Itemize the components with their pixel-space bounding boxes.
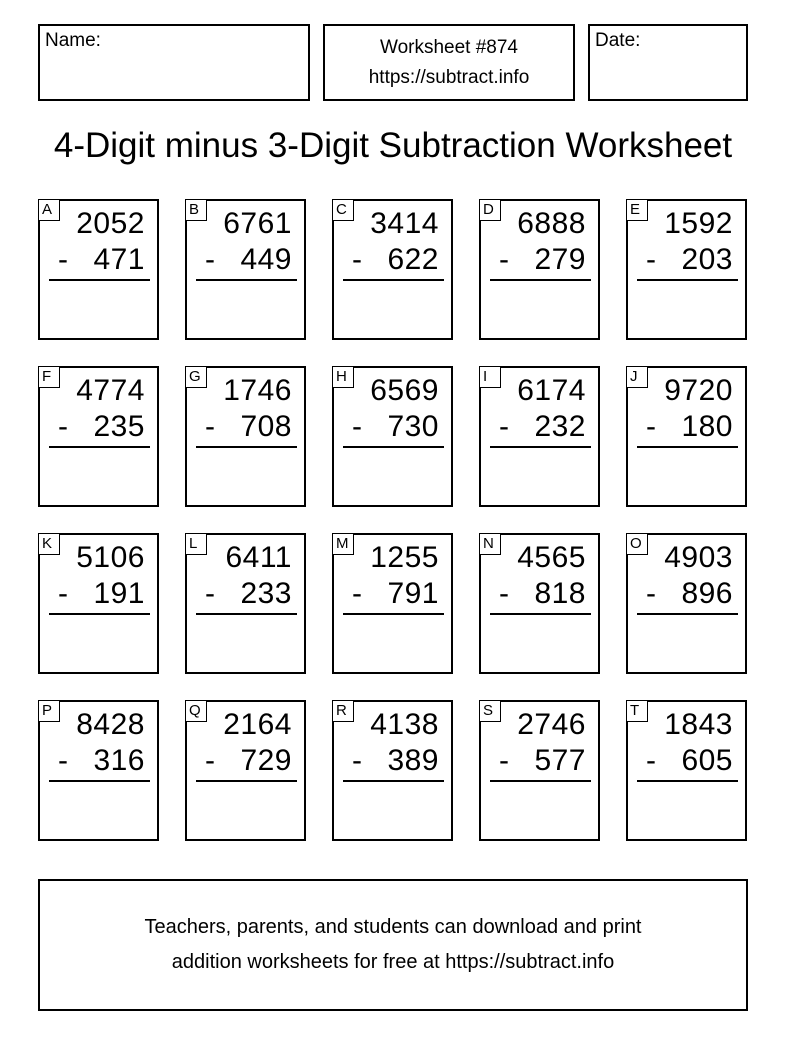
subtrahend: 316: [93, 744, 145, 777]
subtrahend: 233: [240, 577, 292, 610]
problem-letter: E: [626, 199, 648, 221]
answer-line: [196, 613, 297, 615]
subtrahend: 605: [681, 744, 733, 777]
answer-line: [49, 613, 150, 615]
minuend: 6174: [517, 374, 586, 407]
minus-sign: -: [352, 243, 362, 276]
problem-letter: O: [626, 533, 648, 555]
subtrahend: 730: [387, 410, 439, 443]
minus-sign: -: [205, 577, 215, 610]
footer-text-line1: Teachers, parents, and students can download and print: [144, 916, 642, 938]
subtrahend: 203: [681, 243, 733, 276]
answer-line: [637, 780, 738, 782]
worksheet-info-box: [323, 24, 575, 101]
minus-sign: -: [58, 744, 68, 777]
subtrahend: 729: [240, 744, 292, 777]
problem-letter: I: [479, 366, 501, 388]
minus-sign: -: [205, 410, 215, 443]
worksheet-title: 4-Digit minus 3-Digit Subtraction Worksheet: [53, 126, 733, 165]
subtrahend: 235: [93, 410, 145, 443]
problem-cell: [626, 199, 747, 340]
subtrahend: 896: [681, 577, 733, 610]
minus-sign: -: [646, 744, 656, 777]
answer-line: [49, 446, 150, 448]
worksheet-url: https://subtract.info: [368, 67, 530, 88]
problem-letter: D: [479, 199, 501, 221]
problem-letter: F: [38, 366, 60, 388]
problem-cell: [626, 700, 747, 841]
problem-letter: P: [38, 700, 60, 722]
subtrahend: 818: [534, 577, 586, 610]
minuend: 6411: [225, 541, 292, 574]
problem-cell: [332, 366, 453, 507]
minuend: 2164: [223, 708, 292, 741]
subtrahend: 191: [93, 577, 145, 610]
problem-cell: [185, 366, 306, 507]
minuend: 4903: [664, 541, 733, 574]
problem-cell: [626, 366, 747, 507]
minuend: 4138: [370, 708, 439, 741]
problem-cell: [479, 533, 600, 674]
problem-letter: A: [38, 199, 60, 221]
subtrahend: 791: [387, 577, 439, 610]
name-field-box: [38, 24, 310, 101]
problem-cell: [332, 533, 453, 674]
answer-line: [343, 613, 444, 615]
problem-letter: K: [38, 533, 60, 555]
minus-sign: -: [646, 410, 656, 443]
answer-line: [490, 613, 591, 615]
worksheet-number: Worksheet #874: [379, 37, 518, 58]
problem-letter: B: [185, 199, 207, 221]
minus-sign: -: [646, 243, 656, 276]
subtrahend: 232: [534, 410, 586, 443]
problem-cell: [626, 533, 747, 674]
answer-line: [196, 279, 297, 281]
minus-sign: -: [499, 410, 509, 443]
minuend: 4565: [517, 541, 586, 574]
answer-line: [343, 780, 444, 782]
minuend: 1592: [664, 207, 733, 240]
minuend: 2746: [517, 708, 586, 741]
footer-text-line2: addition worksheets for free at https://subtract.info: [171, 951, 615, 973]
subtrahend: 622: [387, 243, 439, 276]
minuend: 5106: [76, 541, 145, 574]
answer-line: [490, 279, 591, 281]
minus-sign: -: [352, 410, 362, 443]
minuend: 2052: [76, 207, 145, 240]
minuend: 6569: [370, 374, 439, 407]
date-label: Date:: [595, 30, 641, 51]
name-label: Name:: [45, 30, 101, 51]
minuend: 9720: [664, 374, 733, 407]
problem-cell: [479, 199, 600, 340]
minus-sign: -: [499, 744, 509, 777]
problem-cell: [38, 199, 159, 340]
problem-letter: M: [332, 533, 354, 555]
problem-cell: [332, 700, 453, 841]
answer-line: [490, 780, 591, 782]
minuend: 1255: [370, 541, 439, 574]
minus-sign: -: [352, 744, 362, 777]
minus-sign: -: [58, 243, 68, 276]
minus-sign: -: [499, 243, 509, 276]
subtrahend: 708: [240, 410, 292, 443]
problem-cell: [332, 199, 453, 340]
answer-line: [637, 446, 738, 448]
minus-sign: -: [646, 577, 656, 610]
date-field-box: [588, 24, 748, 101]
minus-sign: -: [352, 577, 362, 610]
subtrahend: 180: [681, 410, 733, 443]
minuend: 3414: [370, 207, 439, 240]
problem-cell: [479, 366, 600, 507]
problem-letter: N: [479, 533, 501, 555]
answer-line: [637, 279, 738, 281]
answer-line: [637, 613, 738, 615]
problem-letter: G: [185, 366, 207, 388]
problem-letter: T: [626, 700, 648, 722]
subtrahend: 577: [534, 744, 586, 777]
answer-line: [196, 446, 297, 448]
minuend: 6761: [223, 207, 292, 240]
problem-cell: [185, 199, 306, 340]
problem-cell: [185, 533, 306, 674]
minus-sign: -: [205, 744, 215, 777]
minus-sign: -: [58, 577, 68, 610]
problem-letter: C: [332, 199, 354, 221]
minus-sign: -: [205, 243, 215, 276]
answer-line: [196, 780, 297, 782]
problem-letter: J: [626, 366, 648, 388]
minuend: 1843: [664, 708, 733, 741]
answer-line: [490, 446, 591, 448]
minuend: 4774: [76, 374, 145, 407]
answer-line: [49, 279, 150, 281]
answer-line: [343, 446, 444, 448]
problem-cell: [479, 700, 600, 841]
problem-cell: [38, 533, 159, 674]
minuend: 1746: [223, 374, 292, 407]
subtrahend: 389: [387, 744, 439, 777]
footer-box: [38, 879, 748, 1011]
problem-cell: [38, 366, 159, 507]
problem-letter: S: [479, 700, 501, 722]
answer-line: [49, 780, 150, 782]
subtrahend: 279: [534, 243, 586, 276]
answer-line: [343, 279, 444, 281]
minuend: 8428: [76, 708, 145, 741]
subtrahend: 449: [240, 243, 292, 276]
problem-letter: Q: [185, 700, 207, 722]
minus-sign: -: [499, 577, 509, 610]
minuend: 6888: [517, 207, 586, 240]
subtrahend: 471: [93, 243, 145, 276]
problem-cell: [38, 700, 159, 841]
problem-letter: R: [332, 700, 354, 722]
problem-letter: L: [185, 533, 207, 555]
problem-letter: H: [332, 366, 354, 388]
minus-sign: -: [58, 410, 68, 443]
problem-cell: [185, 700, 306, 841]
